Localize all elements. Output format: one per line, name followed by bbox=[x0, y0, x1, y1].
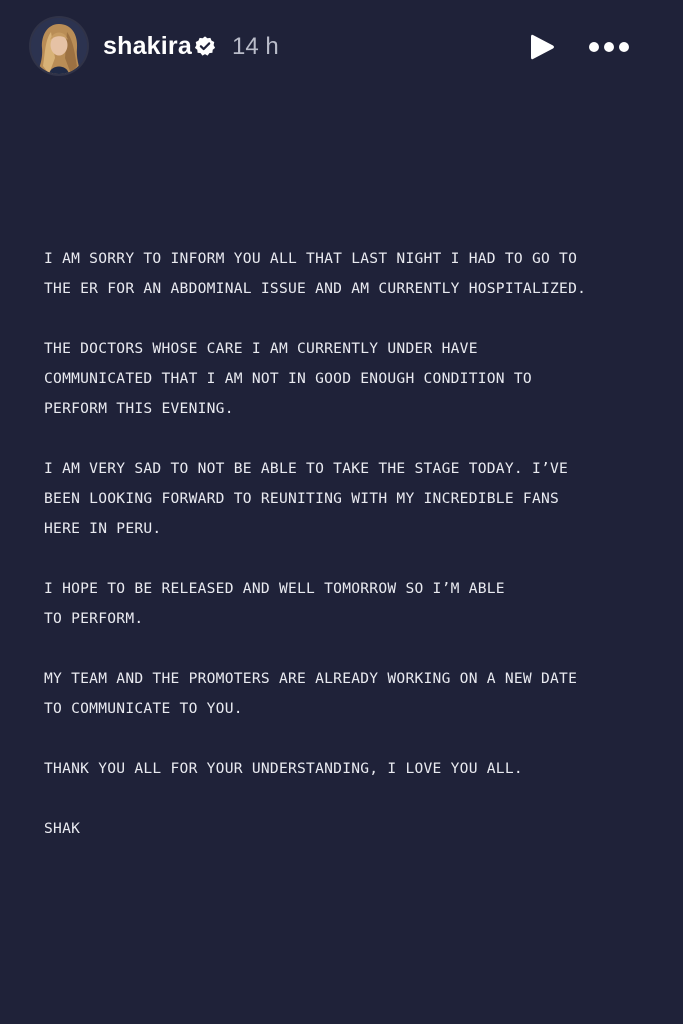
message-line: TO PERFORM. bbox=[44, 610, 144, 627]
message-line: I AM SORRY TO INFORM YOU ALL THAT LAST NIGHT I HAD TO GO TO bbox=[44, 250, 578, 267]
message-line: I AM VERY SAD TO NOT BE ABLE TO TAKE THE STAGE TODAY. I’VE bbox=[44, 460, 569, 477]
more-options-icon[interactable] bbox=[588, 38, 630, 56]
username[interactable]: shakira bbox=[103, 32, 192, 60]
message-paragraph bbox=[44, 664, 654, 724]
message-line: MY TEAM AND THE PROMOTERS ARE ALREADY WORKING ON A NEW DATE bbox=[44, 670, 578, 687]
avatar-image bbox=[31, 18, 87, 74]
message-line: BEEN LOOKING FORWARD TO REUNITING WITH MY INCREDIBLE FANS bbox=[44, 490, 560, 507]
message-paragraph bbox=[44, 244, 654, 304]
message-line: HERE IN PERU. bbox=[44, 520, 162, 537]
story-message bbox=[44, 244, 654, 874]
avatar[interactable] bbox=[31, 18, 87, 74]
message-paragraph bbox=[44, 454, 654, 544]
message-line: THE ER FOR AN ABDOMINAL ISSUE AND AM CURRENTLY HOSPITALIZED. bbox=[44, 280, 587, 297]
message-line: TO COMMUNICATE TO YOU. bbox=[44, 700, 243, 717]
play-icon[interactable] bbox=[528, 32, 556, 62]
story-header bbox=[0, 0, 683, 92]
message-paragraph bbox=[44, 334, 654, 424]
message-line: PERFORM THIS EVENING. bbox=[44, 400, 234, 417]
message-line: I HOPE TO BE RELEASED AND WELL TOMORROW SO I’M ABLE bbox=[44, 580, 505, 597]
post-time: 14 h bbox=[232, 33, 279, 60]
verified-badge-icon bbox=[194, 35, 216, 57]
message-paragraph bbox=[44, 814, 654, 844]
message-line: THANK YOU ALL FOR YOUR UNDERSTANDING, I LOVE YOU ALL. bbox=[44, 760, 523, 777]
message-line: SHAK bbox=[44, 820, 81, 837]
message-line: COMMUNICATED THAT I AM NOT IN GOOD ENOUGH CONDITION TO bbox=[44, 370, 532, 387]
message-paragraph bbox=[44, 574, 654, 634]
message-line: THE DOCTORS WHOSE CARE I AM CURRENTLY UNDER HAVE bbox=[44, 340, 478, 357]
message-paragraph bbox=[44, 754, 654, 784]
